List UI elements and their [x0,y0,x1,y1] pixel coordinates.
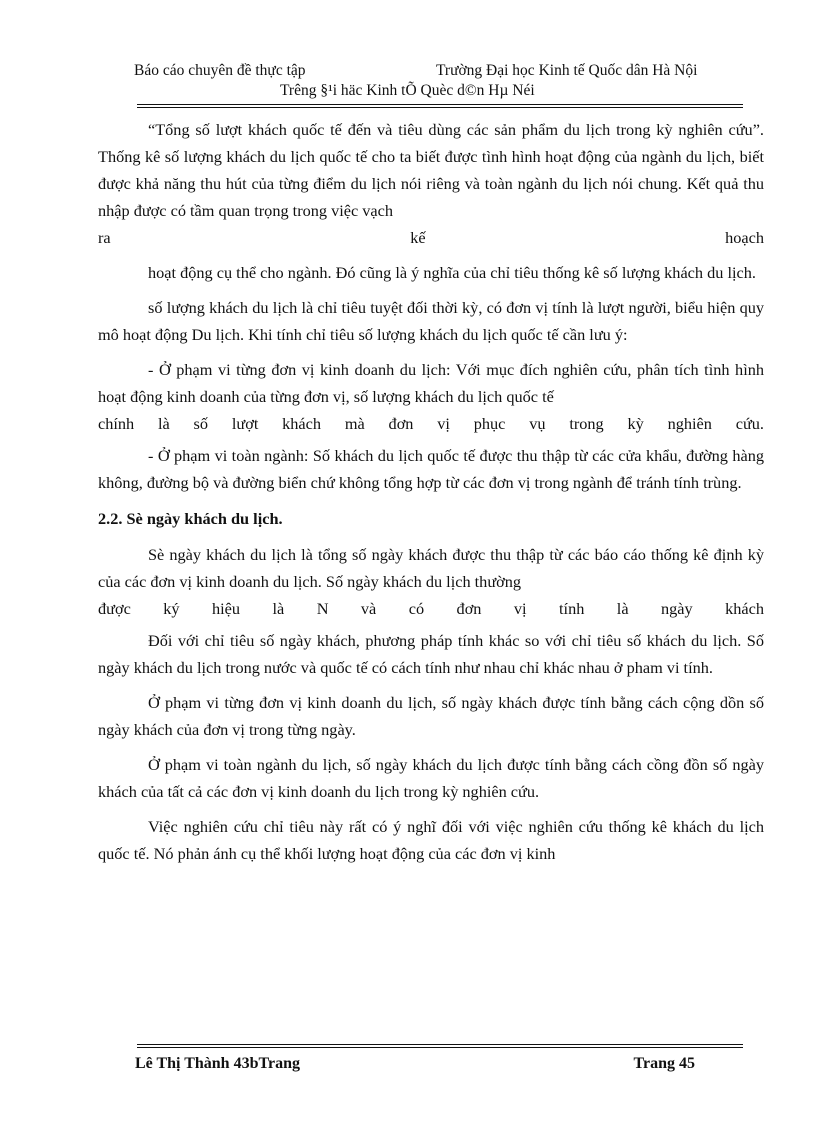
paragraph-3: số lượng khách du lịch là chỉ tiêu tuyệt đối thời kỳ, có đơn vị tính là lượt người, biểu hiện quy mô hoạt động Du lịch. Khi tính chỉ tiêu số lượng khách du lịch quốc tế cần lưu ý: [98,298,764,344]
document-body [98,116,764,867]
footer-rule [137,1044,743,1045]
footer-author: Lê Thị Thành 43bTrang [135,1055,300,1072]
footer-page-number: Trang 45 [633,1055,695,1072]
section-heading: 2.2. Sè ngày khách du lịch. [98,509,283,528]
header-garbled-line: Trêng §¹i häc Kinh tÕ Quèc d©n Hµ Néi [280,82,535,99]
header-university: Trường Đại học Kinh tế Quốc dân Hà Nội [436,62,698,79]
paragraph-4: - Ở phạm vi từng đơn vị kinh doanh du lịch: Với mục đích nghiên cứu, phân tích tình hình hoạt động kinh doanh của từng đơn vị, số lượng khách du lịch quốc tế [98,360,764,406]
footer-rule-2 [137,1047,743,1048]
paragraph-8: Ở phạm vi từng đơn vị kinh doanh du lịch, số ngày khách được tính bằng cách cộng dồn số ngày khách của đơn vị trong từng ngày. [98,693,764,739]
header-rule-2 [137,107,743,108]
paragraph-2: hoạt động cụ thể cho ngành. Đó cũng là ý nghĩa của chỉ tiêu thống kê số lượng khách du lịch. [148,263,756,282]
paragraph-4-last-line: chính là số lượt khách mà đơn vị phục vụ trong kỳ nghiên cứu. [98,414,764,433]
paragraph-7: Đối với chỉ tiêu số ngày khách, phương pháp tính khác so với chỉ tiêu số khách du lịch. Số ngày khách du lịch trong nước và quốc tế có cách tính như nhau chỉ khác nhau ở pham vi tính. [98,631,764,677]
header-report-title: Báo cáo chuyên đề thực tập [134,62,306,79]
paragraph-5: - Ở phạm vi toàn ngành: Số khách du lịch quốc tế được thu thập từ các cửa khẩu, đường hàng không, đường bộ và đường biển chứ không tổng hợp từ các đơn vị trong ngành để tránh tính trùng. [98,446,764,492]
paragraph-9: Ở phạm vi toàn ngành du lịch, số ngày khách du lịch được tính bằng cách cồng đồn số ngày khách của tất cả các đơn vị kinh doanh du lịch trong kỳ nghiên cứu. [98,755,764,801]
paragraph-6-last-line: được ký hiệu là N và có đơn vị tính là ngày khách [98,599,764,618]
running-header [134,62,740,82]
paragraph-10: Việc nghiên cứu chỉ tiêu này rất có ý nghĩ đối với việc nghiên cứu thống kê khách du lịch quốc tế. Nó phản ánh cụ thể khối lượng hoạt động của các đơn vị kinh [98,817,764,863]
header-rule [137,104,743,105]
paragraph-1: “Tổng số lượt khách quốc tế đến và tiêu dùng các sản phẩm du lịch trong kỳ nghiên cứu”. Thống kê số lượng khách du lịch quốc tế cho ta biết được tình hình hoạt động của ngành du lịch, biết được khả năng thu hút của từng điểm du lịch nói riêng và toàn ngành du lịch nói chung. Kết quả thu nhập được có tầm quan trọng trong việc vạch [98,120,764,220]
paragraph-6: Sè ngày khách du lịch là tổng số ngày khách được thu thập từ các báo cáo thống kê định kỳ của các đơn vị kinh doanh du lịch. Số ngày khách du lịch thường [98,545,764,591]
page-footer [135,1055,695,1073]
paragraph-1-last-line: ra kế hoạch [98,228,764,247]
